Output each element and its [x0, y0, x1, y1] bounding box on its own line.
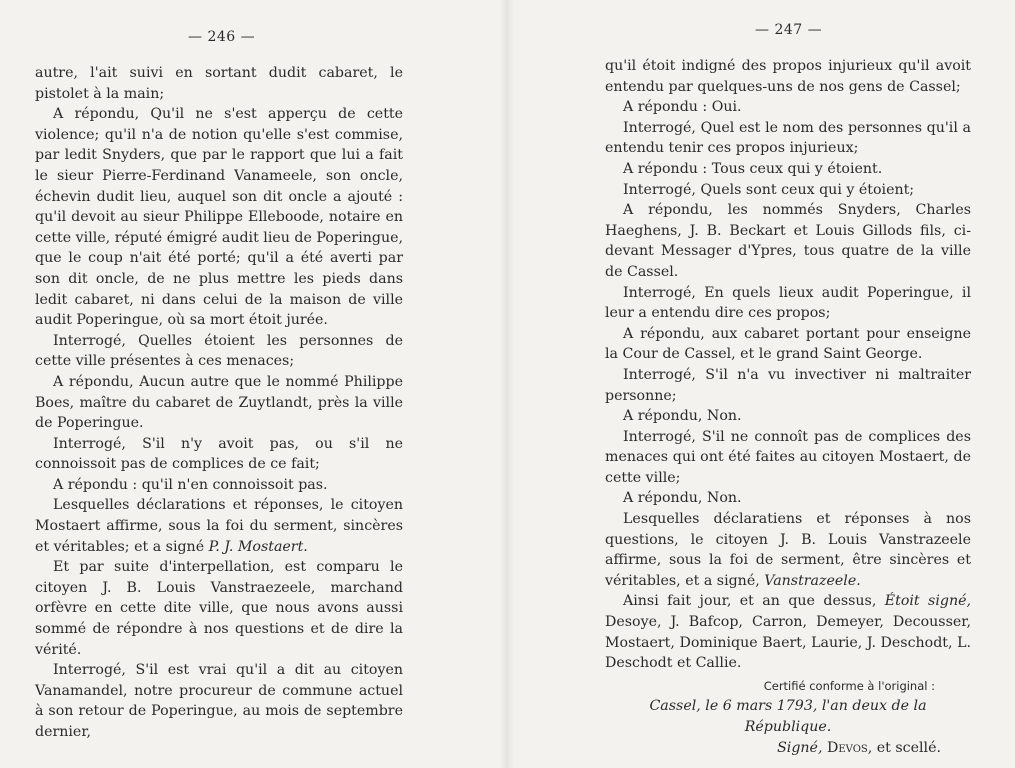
- paragraph-with-signature: [605, 509, 971, 591]
- paragraph: qu'il étoit indigné des propos injurieux qu'il avoit entendu par quelques-uns de nos gens de Cassel;: [605, 58, 971, 95]
- signe-end: , et scellé.: [867, 739, 941, 756]
- paragraph-text: Lesquelles déclaratiens et réponses à nos questions, le citoyen J. B. Louis Vanstrazeele affirme, sous la foi de serment, être sincères et véritables, et a signé,: [605, 511, 971, 589]
- left-page-text: [35, 63, 403, 743]
- paragraph: A répondu, les nommés Snyders, Charles Haeghens, J. B. Beckart et Louis Gillods fils, ci-devant Messager d'Ypres, tous quatre de la ville de Cassel.: [605, 202, 971, 280]
- signature-vanstrazeele: Vanstrazeele.: [764, 572, 861, 589]
- etoit-signe: Étoit signé,: [884, 593, 971, 610]
- paragraph: A répondu, Qu'il ne s'est apperçu de cette violence; qu'il n'a de notion qu'elle s'est commise, par ledit Snyders, que par le rapport que lui a fait le sieur Pierre-Ferdinand Vanameele, son oncle, échevin dudit lieu, auquel son dit oncle a ajouté : qu'il devoit au sieur Philippe Elleboode, notaire en cette ville, réputé émigré audit lieu de Poperingue, que le coup n'ait été porté; qu'il a été averti par son dit oncle, de ne plus mettre les pieds dans ledit cabaret, ni dans celui de la maison de ville audit Poperingue, où sa mort étoit jurée.: [35, 106, 403, 329]
- paragraph: Interrogé, En quels lieux audit Poperingue, il leur a entendu dire ces propos;: [605, 284, 971, 322]
- paragraph: Et par suite d'interpellation, est comparu le citoyen J. B. Louis Vanstraezeele, marchand orfèvre en cette dite ville, que nous avons aussi sommé de répondre à nos questions et de dire la vérité.: [35, 559, 403, 658]
- paragraph-text: Lesquelles déclarations et réponses, le citoyen Mostaert affirme, sous la foi du serment, sincères et véritables; et a signé: [35, 497, 403, 555]
- paragraph-text: Ainsi fait jour, et an que dessus,: [623, 593, 877, 610]
- paragraph: A répondu : Oui.: [623, 99, 742, 116]
- signed-line: [605, 738, 971, 759]
- paragraph: A répondu : Tous ceux qui y étoient.: [623, 160, 883, 177]
- paragraph: Interrogé, Quelles étoient les personnes de cette ville présentes à ces menaces;: [35, 332, 403, 370]
- signatories-list: Desoye, J. Bafcop, Carron, Demeyer, Decousser, Mostaert, Dominique Baert, Laurie, J. Deschodt, L. Deschodt et Callie.: [605, 614, 971, 672]
- paragraph: Interrogé, Quel est le nom des personnes qu'il a entendu tenir ces propos injurieux;: [605, 119, 971, 157]
- paragraph: A répondu, aux cabaret portant pour enseigne la Cour de Cassel, et le grand Saint George.: [605, 325, 971, 363]
- certification-line: Certifié conforme à l'original :: [763, 678, 935, 693]
- left-page: [0, 0, 507, 768]
- paragraph: A répondu, Aucun autre que le nommé Philippe Boes, maître du cabaret de Zuytlandt, près la ville de Poperingue.: [35, 373, 403, 432]
- paragraph: Interrogé, S'il n'a vu invectiver ni maltraiter personne;: [605, 366, 971, 404]
- paragraph: A répondu, Non.: [623, 408, 742, 425]
- paragraph: A répondu, Non.: [623, 490, 742, 507]
- page-number-left: — 246 —: [188, 29, 256, 45]
- right-page-text: [605, 56, 971, 759]
- paragraph: Interrogé, Quels sont ceux qui y étoient;: [623, 181, 915, 198]
- paragraph-signatories: [605, 591, 971, 673]
- paragraph-with-signature: [35, 495, 403, 557]
- paragraph: Interrogé, S'il est vrai qu'il a dit au citoyen Vanamandel, notre procureur de commune actuel à son retour de Poperingue, au mois de septembre dernier,: [35, 662, 403, 740]
- paragraph: autre, l'ait suivi en sortant dudit cabaret, le pistolet à la main;: [35, 65, 403, 102]
- paragraph: Interrogé, S'il ne connoît pas de complices des menaces qui ont été faites au citoyen Mostaert, de cette ville;: [605, 428, 971, 486]
- right-page: [507, 0, 1015, 768]
- signature-mostaert: P. J. Mostaert.: [208, 538, 308, 555]
- signe-name: Devos: [826, 739, 868, 756]
- place-date-line: Cassel, le 6 mars 1793, l'an deux de la République.: [649, 697, 927, 735]
- paragraph: A répondu : qu'il n'en connoissoit pas.: [53, 476, 328, 493]
- signe-label: Signé,: [777, 739, 823, 756]
- page-number-right: — 247 —: [755, 22, 823, 38]
- paragraph: Interrogé, S'il n'y avoit pas, ou s'il ne connoissoit pas de complices de ce fait;: [35, 435, 403, 473]
